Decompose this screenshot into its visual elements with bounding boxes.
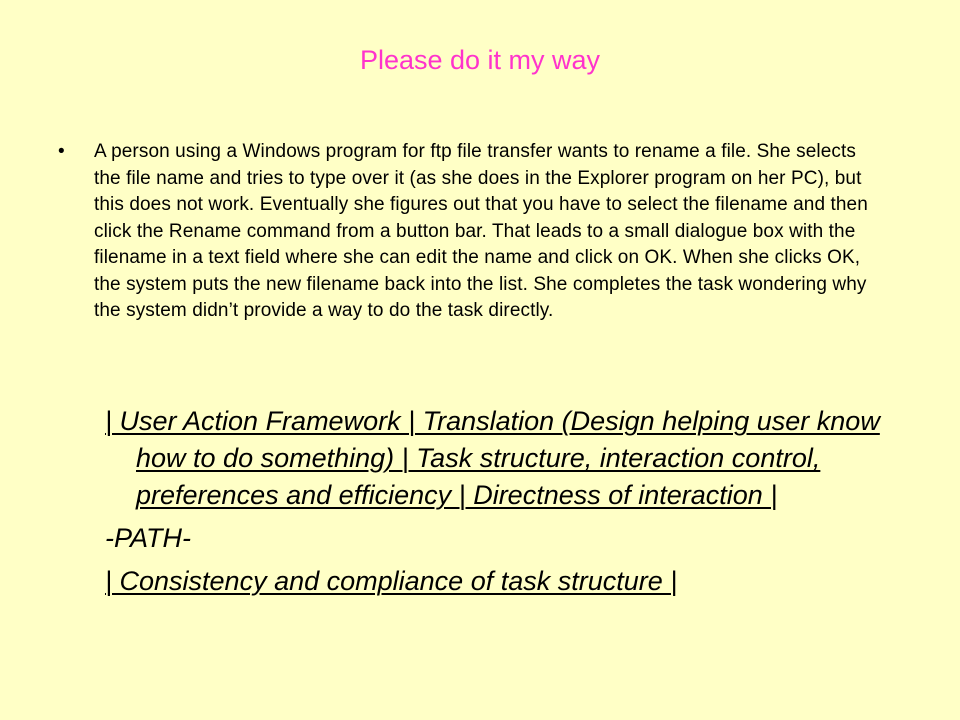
uaf-path-link-1[interactable]: | User Action Framework | Translation (Design helping user know how to do something) | Task structure, interaction control, preferences and efficiency | Directness of interaction | [105, 406, 880, 510]
bullet-marker: • [58, 141, 65, 162]
bullet-text: A person using a Windows program for ftp file transfer wants to rename a file. She selects the file name and tries to type over it (as she does in the Explorer program on her PC), but this does not work. Eventually she figures out that you have to select the filename and then click the Rename command from a button bar. That leads to a small dialogue box with the filename in a text field where she can edit the name and click on OK. When she clicks OK, the system puts the new filename back into the list. She completes the task wondering why the system didn’t provide a way to do the task directly. [94, 141, 868, 321]
bullet-item [58, 139, 888, 325]
path-block [105, 403, 885, 600]
path-separator: -PATH- [105, 523, 191, 553]
slide-title: Please do it my way [359, 45, 601, 75]
uaf-path-link-2[interactable]: | Consistency and compliance of task structure | [105, 566, 678, 596]
